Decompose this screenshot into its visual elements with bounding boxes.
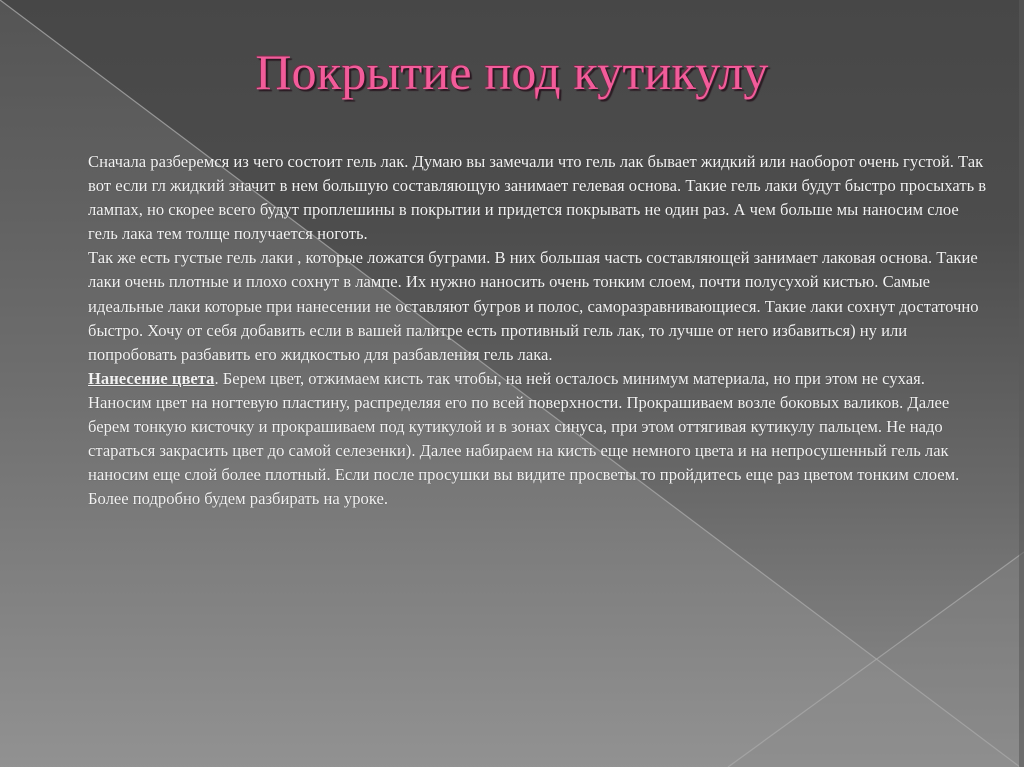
section-heading-color-application: Нанесение цвета: [88, 368, 215, 388]
paragraph-text: Сначала разберемся из чего состоит гель лак. Думаю вы замечали что гель лак бывает жидкий или наоборот очень густой. Так вот если гл жидкий значит в нем большую составляющую занимает гелевая основа. Такие гель лаки будут быстро просыхать в лампах, но скорее всего будут проплешины в покрытии и придется покрывать не один раз. А чем больше мы наносим слое гель лака тем толще получается ноготь.: [88, 152, 987, 244]
paragraph-composition: [88, 150, 988, 246]
paragraph-text: Более подробно будем разбирать на уроке.: [88, 489, 388, 509]
paragraph-text: . Берем цвет, отжимаем кисть так чтобы, на ней осталось минимум материала, но при этом не сухая. Наносим цвет на ногтевую пластину, распределяя его по всей поверхности. Прокрашиваем возле боковых валиков. Далее берем тонкую кисточку и прокрашиваем под кутикулой и в зонах синуса, при этом оттягивая кутикулу пальцем. Не надо стараться закрасить цвет до самой селезенки). Далее набираем на кисть еще немного цвета и на непросушенный гель лак наносим еще слой более плотный. Если после просушки вы видите просветы то пройдитесь еще раз цветом тонким слоем.: [88, 368, 960, 485]
slide-title: Покрытие под кутикулу: [255, 44, 769, 100]
slide-right-edge: [1019, 0, 1024, 767]
paragraph-color-application: [88, 367, 988, 487]
paragraph-closing: [88, 487, 988, 511]
slide-body: [88, 150, 988, 511]
paragraph-thick-gel: [88, 246, 988, 366]
paragraph-text: Так же есть густые гель лаки , которые ложатся буграми. В них большая часть составляющей занимает лаковая основа. Такие лаки очень плотные и плохо сохнут в лампе. Их нужно наносить очень тонким слоем, почти полусухой кистью. Самые идеальные лаки которые при нанесении не оставляют бугров и полос, саморазравнивающиеся. Такие лаки сохнут достаточно быстро. Хочу от себя добавить если в вашей палитре есть противный гель лак, то лучше от него избавиться) ну или попробовать разбавить его жидкостью для разбавления гель лака.: [88, 248, 979, 364]
